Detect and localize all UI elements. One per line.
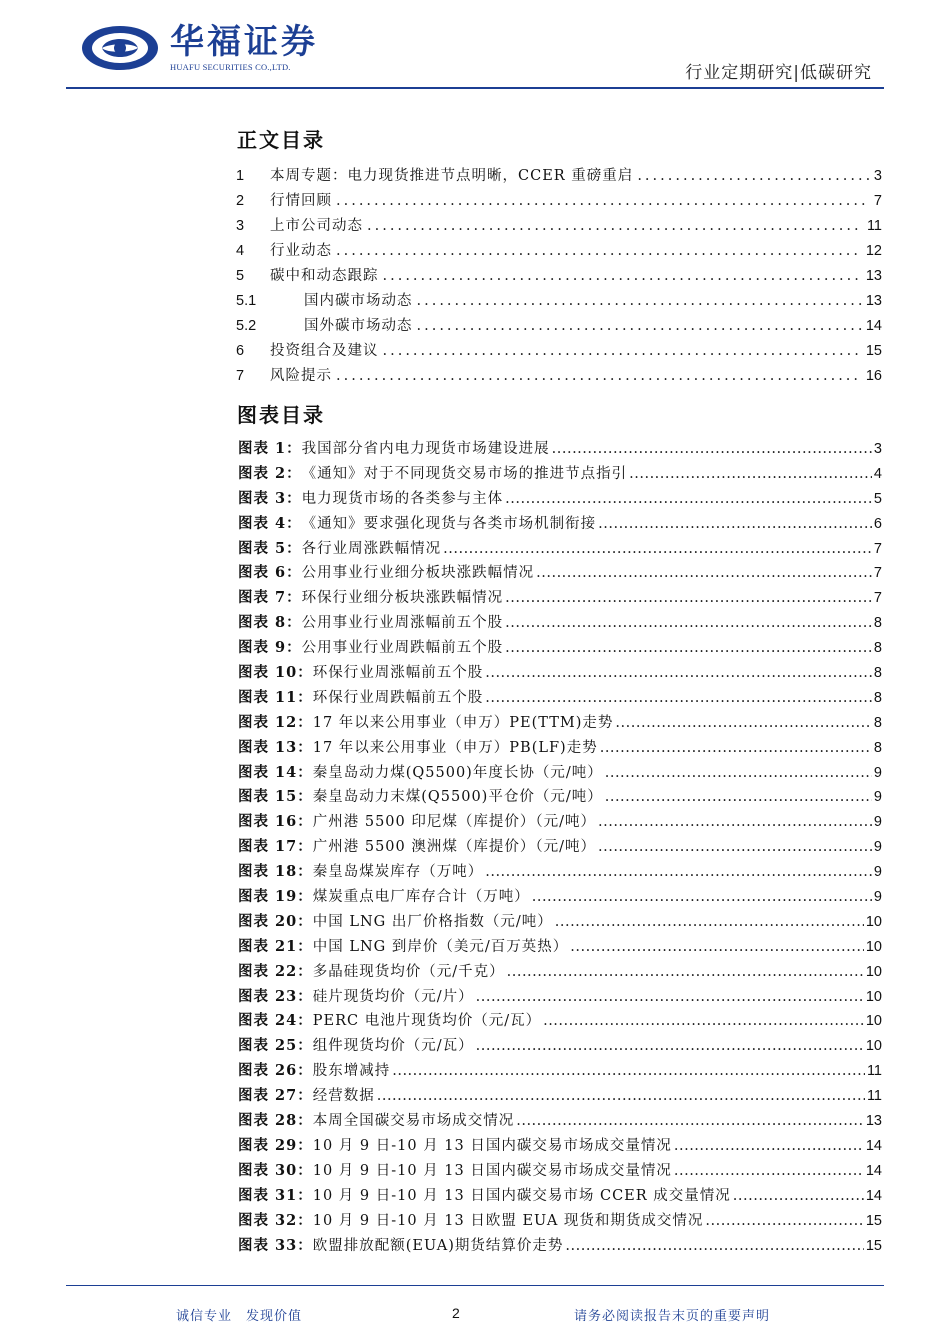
dot-leader bbox=[605, 785, 872, 810]
figure-entry[interactable] bbox=[238, 586, 882, 611]
figure-entry-page: 9 bbox=[873, 864, 882, 881]
figure-entry-label: 图表 11： bbox=[238, 688, 313, 706]
figure-entry-title: PERC 电池片现货均价（元/瓦） bbox=[312, 1013, 542, 1030]
figure-entry[interactable] bbox=[238, 636, 882, 661]
dot-leader bbox=[605, 761, 872, 786]
figure-entry-label: 图表 13： bbox=[238, 738, 313, 756]
figure-entry-page: 8 bbox=[873, 615, 882, 632]
toc-entry-page: 7 bbox=[873, 193, 882, 209]
dot-leader bbox=[637, 164, 870, 189]
figure-entry-page: 15 bbox=[865, 1212, 882, 1229]
toc-entry[interactable] bbox=[236, 189, 882, 214]
dot-leader bbox=[476, 1034, 864, 1059]
figure-entry-label: 图表 32： bbox=[238, 1211, 313, 1229]
figure-entry-title: 10 月 9 日-10 月 13 日国内碳交易市场 CCER 成交量情况 bbox=[312, 1187, 731, 1204]
figure-entry-label: 图表 5： bbox=[238, 539, 302, 557]
dot-leader bbox=[674, 1159, 864, 1184]
page-header bbox=[66, 18, 884, 88]
huafu-logo-icon bbox=[80, 24, 160, 72]
figure-entry[interactable] bbox=[238, 1159, 882, 1184]
figure-entry-page: 7 bbox=[873, 590, 882, 607]
figure-entry-title: 17 年以来公用事业（申万）PE(TTM)走势 bbox=[312, 714, 614, 731]
figure-entry-title: 环保行业周跌幅前五个股 bbox=[312, 689, 484, 706]
figure-entry-page: 3 bbox=[873, 441, 882, 457]
figure-entry-title: 我国部分省内电力现货市场建设进展 bbox=[301, 441, 550, 457]
figure-entry-title: 股东增减持 bbox=[312, 1063, 391, 1080]
figure-entry-label: 图表 8： bbox=[238, 614, 302, 632]
toc-entry-title: 风险提示 bbox=[270, 368, 332, 384]
figure-entry[interactable] bbox=[238, 1134, 882, 1159]
dot-leader bbox=[516, 1109, 864, 1134]
dot-leader bbox=[505, 636, 872, 661]
figure-entry-label: 图表 15： bbox=[238, 788, 313, 806]
toc-entry-title: 行业动态 bbox=[270, 243, 332, 259]
toc-entry-title: 国外碳市场动态 bbox=[304, 318, 413, 334]
dot-leader bbox=[443, 537, 872, 562]
toc-entry-page: 13 bbox=[865, 293, 882, 309]
figure-entry-page: 5 bbox=[873, 490, 882, 507]
figure-entry[interactable] bbox=[238, 1084, 882, 1109]
figure-entry[interactable] bbox=[238, 1209, 882, 1234]
figure-entry-page: 9 bbox=[873, 764, 882, 781]
footer-divider bbox=[66, 1285, 884, 1286]
toc-entry-title: 上市公司动态 bbox=[270, 218, 363, 234]
figure-entry[interactable] bbox=[238, 885, 882, 910]
dot-leader bbox=[336, 364, 862, 389]
figure-entry-title: 煤炭重点电厂库存合计（万吨） bbox=[312, 889, 530, 906]
footer-disclaimer: 请务必阅读报告末页的重要声明 bbox=[574, 1309, 771, 1324]
toc-entry-title: 国内碳市场动态 bbox=[304, 293, 413, 309]
figure-entry-label: 图表 12： bbox=[238, 713, 313, 731]
figure-entry-label: 图表 14： bbox=[238, 763, 313, 781]
figure-entry-page: 10 bbox=[865, 963, 882, 980]
toc-entry-number: 5 bbox=[236, 268, 245, 284]
toc-entry-title: 本周专题：电力现货推进节点明晰，CCER 重磅重启 bbox=[270, 168, 634, 184]
figure-entry-label: 图表 18： bbox=[238, 863, 313, 881]
figure-entry[interactable] bbox=[238, 835, 882, 860]
figure-entry-label: 图表 17： bbox=[238, 838, 313, 856]
dot-leader bbox=[476, 985, 864, 1010]
figure-entry[interactable] bbox=[238, 761, 882, 786]
dot-leader bbox=[674, 1134, 864, 1159]
dot-leader bbox=[336, 239, 862, 264]
dot-leader bbox=[485, 860, 872, 885]
figure-entry-title: 环保行业细分板块涨跌幅情况 bbox=[301, 590, 504, 607]
dot-leader bbox=[598, 810, 872, 835]
figure-entry[interactable] bbox=[238, 661, 882, 686]
figure-entry[interactable] bbox=[238, 785, 882, 810]
figure-entry-page: 9 bbox=[873, 839, 882, 856]
figure-entry-label: 图表 9： bbox=[238, 639, 302, 657]
figure-entry-label: 图表 21： bbox=[238, 937, 313, 955]
figure-entry-title: 硅片现货均价（元/片） bbox=[312, 988, 474, 1005]
figure-entry-title: 中国 LNG 到岸价（美元/百万英热） bbox=[312, 938, 569, 955]
toc-entry-number: 1 bbox=[236, 168, 245, 184]
figure-entry-title: 秦皇岛动力末煤(Q5500)平仓价（元/吨） bbox=[312, 789, 603, 806]
figure-entry[interactable] bbox=[238, 711, 882, 736]
figure-entry[interactable] bbox=[238, 860, 882, 885]
figure-entry[interactable] bbox=[238, 1059, 882, 1084]
figure-entry-title: 10 月 9 日-10 月 13 日欧盟 EUA 现货和期货成交情况 bbox=[312, 1212, 704, 1229]
figure-entry-label: 图表 31： bbox=[238, 1186, 313, 1204]
figure-entry-label: 图表 26： bbox=[238, 1062, 313, 1080]
figure-entry-page: 13 bbox=[865, 1113, 882, 1130]
figure-entry-label: 图表 6： bbox=[238, 564, 302, 582]
figure-entry[interactable] bbox=[238, 985, 882, 1010]
figure-entry-title: 10 月 9 日-10 月 13 日国内碳交易市场成交量情况 bbox=[312, 1137, 672, 1154]
dot-leader bbox=[505, 611, 872, 636]
toc-entry-number: 5.2 bbox=[236, 318, 257, 334]
figure-entry-label: 图表 23： bbox=[238, 987, 313, 1005]
dot-leader bbox=[383, 339, 862, 364]
figure-entry-title: 中国 LNG 出厂价格指数（元/吨） bbox=[312, 913, 553, 930]
figure-entry-label: 图表 4： bbox=[238, 514, 302, 532]
toc-entry-number: 5.1 bbox=[236, 293, 257, 309]
figure-entry-title: 广州港 5500 印尼煤（库提价）（元/吨） bbox=[312, 814, 596, 831]
dot-leader bbox=[417, 289, 862, 314]
figure-entry-title: 广州港 5500 澳洲煤（库提价）（元/吨） bbox=[312, 839, 596, 856]
toc-entry-number: 3 bbox=[236, 218, 245, 234]
figures-title: 图表目录 bbox=[237, 403, 325, 427]
figure-entry-title: 组件现货均价（元/瓦） bbox=[312, 1038, 474, 1055]
toc-entry[interactable] bbox=[236, 339, 882, 364]
toc-entry[interactable] bbox=[236, 314, 882, 339]
toc-entry[interactable] bbox=[236, 214, 882, 239]
dot-leader bbox=[565, 1234, 863, 1259]
figure-entry-page: 14 bbox=[865, 1137, 882, 1154]
figure-entry[interactable] bbox=[238, 437, 882, 462]
toc-entry-number: 6 bbox=[236, 343, 245, 359]
header-divider bbox=[66, 87, 884, 89]
figure-entry[interactable] bbox=[238, 910, 882, 935]
figure-entry-title: 秦皇岛煤炭库存（万吨） bbox=[312, 864, 484, 881]
figure-entry-page: 8 bbox=[873, 714, 882, 731]
figure-entry-label: 图表 10： bbox=[238, 664, 313, 682]
toc-entry[interactable] bbox=[236, 264, 882, 289]
logo-text-en: HUAFU SECURITIES CO.,LTD. bbox=[170, 62, 291, 72]
figure-entry-title: 各行业周涨跌幅情况 bbox=[301, 540, 442, 557]
dot-leader bbox=[598, 512, 872, 537]
toc-entry-title: 行情回顾 bbox=[270, 193, 332, 209]
figure-entry-title: 多晶硅现货均价（元/千克） bbox=[312, 963, 505, 980]
dot-leader bbox=[600, 736, 872, 761]
dot-leader bbox=[536, 561, 872, 586]
figure-entry-label: 图表 19： bbox=[238, 888, 313, 906]
toc-title: 正文目录 bbox=[237, 128, 325, 152]
toc-entry-page: 15 bbox=[865, 343, 882, 359]
toc-entry[interactable] bbox=[236, 239, 882, 264]
dot-leader bbox=[392, 1059, 865, 1084]
figure-entry-title: 本周全国碳交易市场成交情况 bbox=[312, 1113, 515, 1130]
figure-entry-page: 4 bbox=[873, 465, 882, 482]
figure-entry[interactable] bbox=[238, 810, 882, 835]
toc-entry[interactable] bbox=[236, 364, 882, 389]
figure-entry-label: 图表 2： bbox=[238, 464, 302, 482]
figure-entry-title: 电力现货市场的各类参与主体 bbox=[301, 490, 504, 507]
dot-leader bbox=[367, 214, 863, 239]
figure-entry-title: 经营数据 bbox=[312, 1088, 375, 1105]
figure-entry-label: 图表 20： bbox=[238, 912, 313, 930]
figure-entry-title: 17 年以来公用事业（申万）PB(LF)走势 bbox=[312, 739, 598, 756]
figure-entry-page: 8 bbox=[873, 689, 882, 706]
dot-leader bbox=[417, 314, 862, 339]
figure-entry-label: 图表 16： bbox=[238, 813, 313, 831]
figure-entry-page: 6 bbox=[873, 515, 882, 532]
figure-entry-label: 图表 1： bbox=[238, 440, 302, 457]
figure-entry-page: 8 bbox=[873, 739, 882, 756]
figure-entry-label: 图表 27： bbox=[238, 1087, 313, 1105]
dot-leader bbox=[377, 1084, 865, 1109]
toc-entry[interactable] bbox=[236, 289, 882, 314]
figure-entry-title: 秦皇岛动力煤(Q5500)年度长协（元/吨） bbox=[312, 764, 603, 781]
figures-list bbox=[238, 437, 882, 1258]
figure-entry-page: 9 bbox=[873, 814, 882, 831]
figure-entry-page: 14 bbox=[865, 1187, 882, 1204]
toc-entry-page: 12 bbox=[865, 243, 882, 259]
toc-entry-page: 16 bbox=[865, 368, 882, 384]
figure-entry-page: 9 bbox=[873, 789, 882, 806]
toc-list bbox=[236, 164, 882, 389]
toc-entry-page: 11 bbox=[866, 218, 882, 234]
figure-entry-page: 9 bbox=[873, 889, 882, 906]
toc-entry-title: 投资组合及建议 bbox=[270, 343, 379, 359]
figure-entry[interactable] bbox=[238, 1034, 882, 1059]
figure-entry[interactable] bbox=[238, 1184, 882, 1209]
toc-entry[interactable] bbox=[236, 164, 882, 189]
figure-entry-label: 图表 29： bbox=[238, 1136, 313, 1154]
figure-entry-page: 10 bbox=[865, 938, 882, 955]
figure-entry-title: 欧盟排放配额(EUA)期货结算价走势 bbox=[312, 1237, 564, 1254]
figure-entry-page: 15 bbox=[865, 1237, 882, 1254]
toc-entry-page: 14 bbox=[865, 318, 882, 334]
dot-leader bbox=[336, 189, 870, 214]
toc-entry-number: 2 bbox=[236, 193, 245, 209]
figure-entry-title: 《通知》要求强化现货与各类市场机制衔接 bbox=[301, 515, 597, 532]
figure-entry[interactable] bbox=[238, 537, 882, 562]
figure-entry-page: 11 bbox=[866, 1088, 882, 1105]
dot-leader bbox=[532, 885, 872, 910]
dot-leader bbox=[555, 910, 864, 935]
figure-entry-page: 8 bbox=[873, 665, 882, 682]
figure-entry-page: 7 bbox=[873, 540, 882, 557]
figure-entry-title: 《通知》对于不同现货交易市场的推进节点指引 bbox=[301, 465, 628, 482]
figure-entry-page: 7 bbox=[873, 565, 882, 582]
figure-entry[interactable] bbox=[238, 611, 882, 636]
figure-entry[interactable] bbox=[238, 736, 882, 761]
figure-entry[interactable] bbox=[238, 487, 882, 512]
page-number: 2 bbox=[452, 1305, 460, 1321]
figure-entry-label: 图表 24： bbox=[238, 1012, 313, 1030]
figure-entry-title: 公用事业行业周跌幅前五个股 bbox=[301, 640, 504, 657]
toc-entry-number: 7 bbox=[236, 368, 245, 384]
figure-entry-title: 环保行业周涨幅前五个股 bbox=[312, 665, 484, 682]
dot-leader bbox=[552, 437, 872, 462]
figure-entry-label: 图表 33： bbox=[238, 1236, 313, 1254]
dot-leader bbox=[733, 1184, 864, 1209]
figure-entry[interactable] bbox=[238, 935, 882, 960]
figure-entry-page: 11 bbox=[866, 1063, 882, 1080]
dot-leader bbox=[383, 264, 862, 289]
dot-leader bbox=[598, 835, 872, 860]
figure-entry[interactable] bbox=[238, 561, 882, 586]
toc-entry-number: 4 bbox=[236, 243, 245, 259]
logo-text-cn: 华福证券 bbox=[170, 22, 318, 62]
dot-leader bbox=[505, 586, 872, 611]
figure-entry-label: 图表 28： bbox=[238, 1112, 313, 1130]
footer-slogan: 诚信专业 发现价值 bbox=[176, 1309, 303, 1324]
figure-entry-page: 10 bbox=[865, 1013, 882, 1030]
dot-leader bbox=[570, 935, 864, 960]
figure-entry[interactable] bbox=[238, 462, 882, 487]
report-category: 行业定期研究|低碳研究 bbox=[685, 63, 872, 83]
figure-entry-page: 8 bbox=[873, 640, 882, 657]
dot-leader bbox=[629, 462, 872, 487]
toc-entry-page: 3 bbox=[873, 168, 882, 184]
dot-leader bbox=[507, 960, 864, 985]
figure-entry[interactable] bbox=[238, 1009, 882, 1034]
dot-leader bbox=[543, 1009, 864, 1034]
figure-entry[interactable] bbox=[238, 1234, 882, 1259]
dot-leader bbox=[505, 487, 872, 512]
figure-entry-title: 公用事业行业细分板块涨跌幅情况 bbox=[301, 565, 535, 582]
dot-leader bbox=[485, 686, 872, 711]
figure-entry-page: 10 bbox=[865, 1038, 882, 1055]
figure-entry-page: 10 bbox=[865, 913, 882, 930]
figure-entry-page: 10 bbox=[865, 988, 882, 1005]
toc-entry-page: 13 bbox=[865, 268, 882, 284]
figure-entry-label: 图表 3： bbox=[238, 489, 302, 507]
figure-entry-title: 10 月 9 日-10 月 13 日国内碳交易市场成交量情况 bbox=[312, 1162, 672, 1179]
figure-entry-title: 公用事业行业周涨幅前五个股 bbox=[301, 615, 504, 632]
figure-entry-label: 图表 30： bbox=[238, 1161, 313, 1179]
figure-entry-page: 14 bbox=[865, 1162, 882, 1179]
figure-entry-label: 图表 25： bbox=[238, 1037, 313, 1055]
figure-entry[interactable] bbox=[238, 1109, 882, 1134]
dot-leader bbox=[615, 711, 872, 736]
dot-leader bbox=[485, 661, 872, 686]
figure-entry-label: 图表 7： bbox=[238, 589, 302, 607]
figure-entry[interactable] bbox=[238, 960, 882, 985]
figure-entry[interactable] bbox=[238, 512, 882, 537]
figure-entry-label: 图表 22： bbox=[238, 962, 313, 980]
toc-entry-title: 碳中和动态跟踪 bbox=[270, 268, 379, 284]
figure-entry[interactable] bbox=[238, 686, 882, 711]
dot-leader bbox=[705, 1209, 863, 1234]
